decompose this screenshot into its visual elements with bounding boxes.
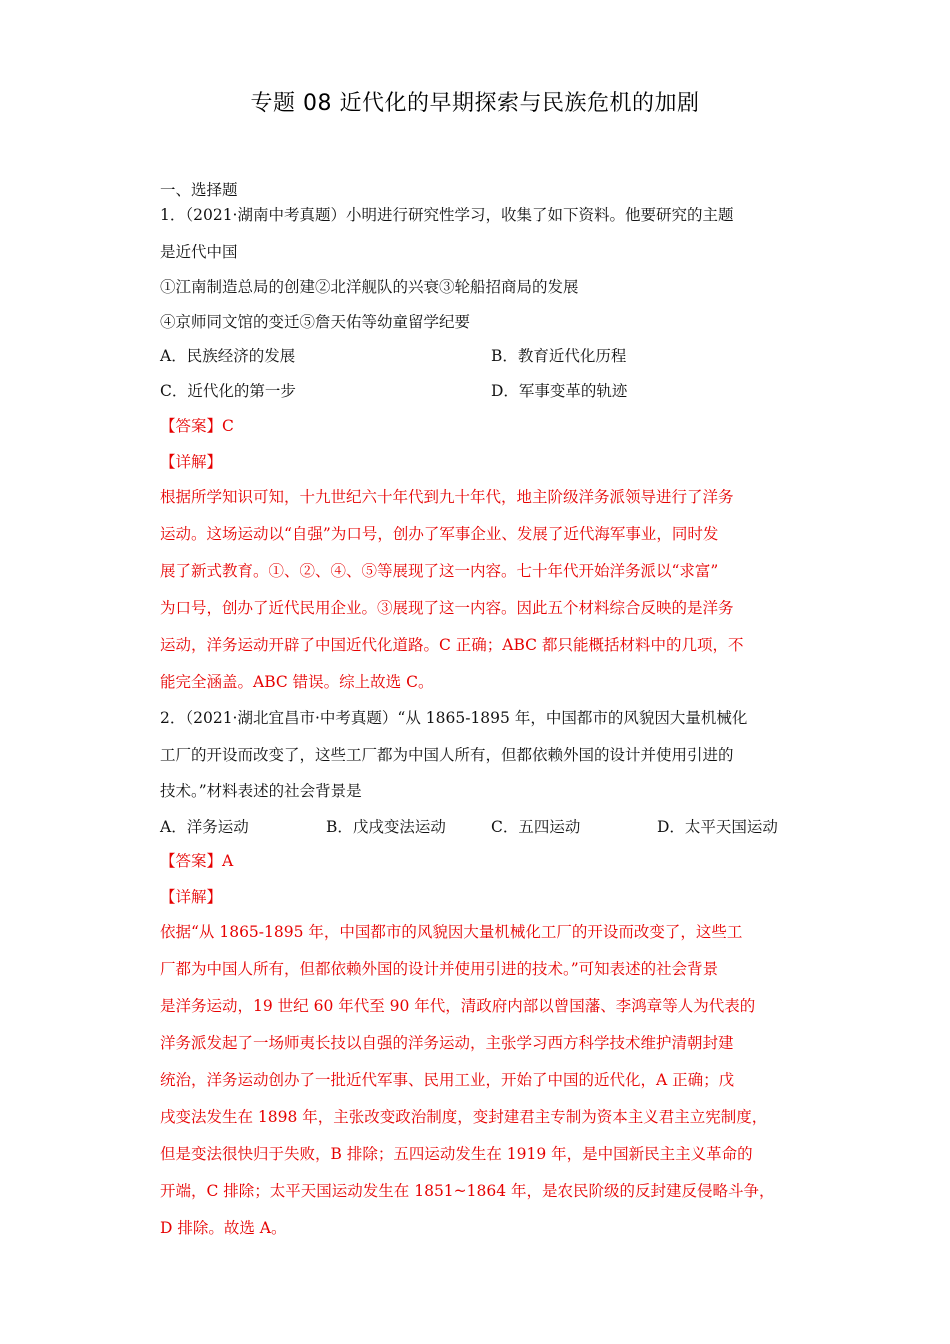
- q1-answer: 【答案】C: [160, 417, 234, 435]
- q2-detail-line: 开端，C 排除；太平天国运动发生在 1851~1864 年，是农民阶级的反封建反侵略斗争，: [160, 1182, 775, 1200]
- q2-detail-line: D 排除。故选 A。: [160, 1219, 287, 1237]
- q1-option-a: A．民族经济的发展: [160, 347, 296, 365]
- q2-detail-line: 依据“从 1865-1895 年，中国都市的风貌因大量机械化工厂的开设而改变了，这些工: [160, 923, 743, 941]
- q2-option-c: C．五四运动: [491, 818, 581, 836]
- q2-detail-line: 厂都为中国人所有，但都依赖外国的设计并使用引进的技术。”可知表述的社会背景: [160, 960, 719, 978]
- q1-stem-line: ①江南制造总局的创建②北洋舰队的兴衰③轮船招商局的发展: [160, 278, 579, 296]
- q2-detail-label: 【详解】: [160, 888, 223, 906]
- q2-detail-line: 是洋务运动，19 世纪 60 年代至 90 年代，清政府内部以曾国藩、李鸿章等人为代表的: [160, 997, 756, 1015]
- q2-stem-line: 技术。”材料表述的社会背景是: [160, 782, 362, 800]
- q2-option-a: A．洋务运动: [160, 818, 249, 836]
- q1-detail-label: 【详解】: [160, 453, 223, 471]
- q1-stem-line: 1．（2021·湖南中考真题）小明进行研究性学习，收集了如下资料。他要研究的主题: [160, 206, 734, 224]
- section-heading: 一、选择题: [160, 181, 238, 199]
- q1-detail-line: 能完全涵盖。ABC 错误。综上故选 C。: [160, 673, 434, 691]
- q1-stem-line: 是近代中国: [160, 243, 238, 261]
- q1-detail-line: 运动，洋务运动开辟了中国近代化道路。C 正确；ABC 都只能概括材料中的几项，不: [160, 636, 744, 654]
- q1-detail-line: 根据所学知识可知，十九世纪六十年代到九十年代，地主阶级洋务派领导进行了洋务: [160, 488, 734, 506]
- q2-detail-line: 洋务派发起了一场师夷长技以自强的洋务运动，主张学习西方科学技术维护清朝封建: [160, 1034, 734, 1052]
- q1-detail-line: 展了新式教育。①、②、④、⑤等展现了这一内容。七十年代开始洋务派以“求富”: [160, 562, 719, 580]
- q2-stem-line: 工厂的开设而改变了，这些工厂都为中国人所有，但都依赖外国的设计并使用引进的: [160, 746, 734, 764]
- q1-option-c: C．近代化的第一步: [160, 382, 296, 400]
- q1-stem-line: ④京师同文馆的变迁⑤詹天佑等幼童留学纪要: [160, 313, 471, 331]
- q2-option-b: B．戊戌变法运动: [326, 818, 446, 836]
- q2-detail-line: 统治，洋务运动创办了一批近代军事、民用工业，开始了中国的近代化，A 正确；戊: [160, 1071, 735, 1089]
- q1-detail-line: 为口号，创办了近代民用企业。③展现了这一内容。因此五个材料综合反映的是洋务: [160, 599, 734, 617]
- q2-detail-line: 戌变法发生在 1898 年，主张改变政治制度，变封建君主专制为资本主义君主立宪制度，: [160, 1108, 768, 1126]
- q2-stem-line: 2．（2021·湖北宜昌市·中考真题）“从 1865-1895 年，中国都市的风貌因大量机械化: [160, 709, 748, 727]
- q1-detail-line: 运动。这场运动以“自强”为口号，创办了军事企业、发展了近代海军事业，同时发: [160, 525, 719, 543]
- q1-option-b: B．教育近代化历程: [491, 347, 627, 365]
- q2-answer: 【答案】A: [160, 852, 234, 870]
- page-title: 专题 08 近代化的早期探索与民族危机的加剧: [250, 91, 700, 116]
- q2-detail-line: 但是变法很快归于失败，B 排除；五四运动发生在 1919 年，是中国新民主主义革命的: [160, 1145, 753, 1163]
- q2-option-d: D．太平天国运动: [657, 818, 778, 836]
- q1-option-d: D．军事变革的轨迹: [491, 382, 628, 400]
